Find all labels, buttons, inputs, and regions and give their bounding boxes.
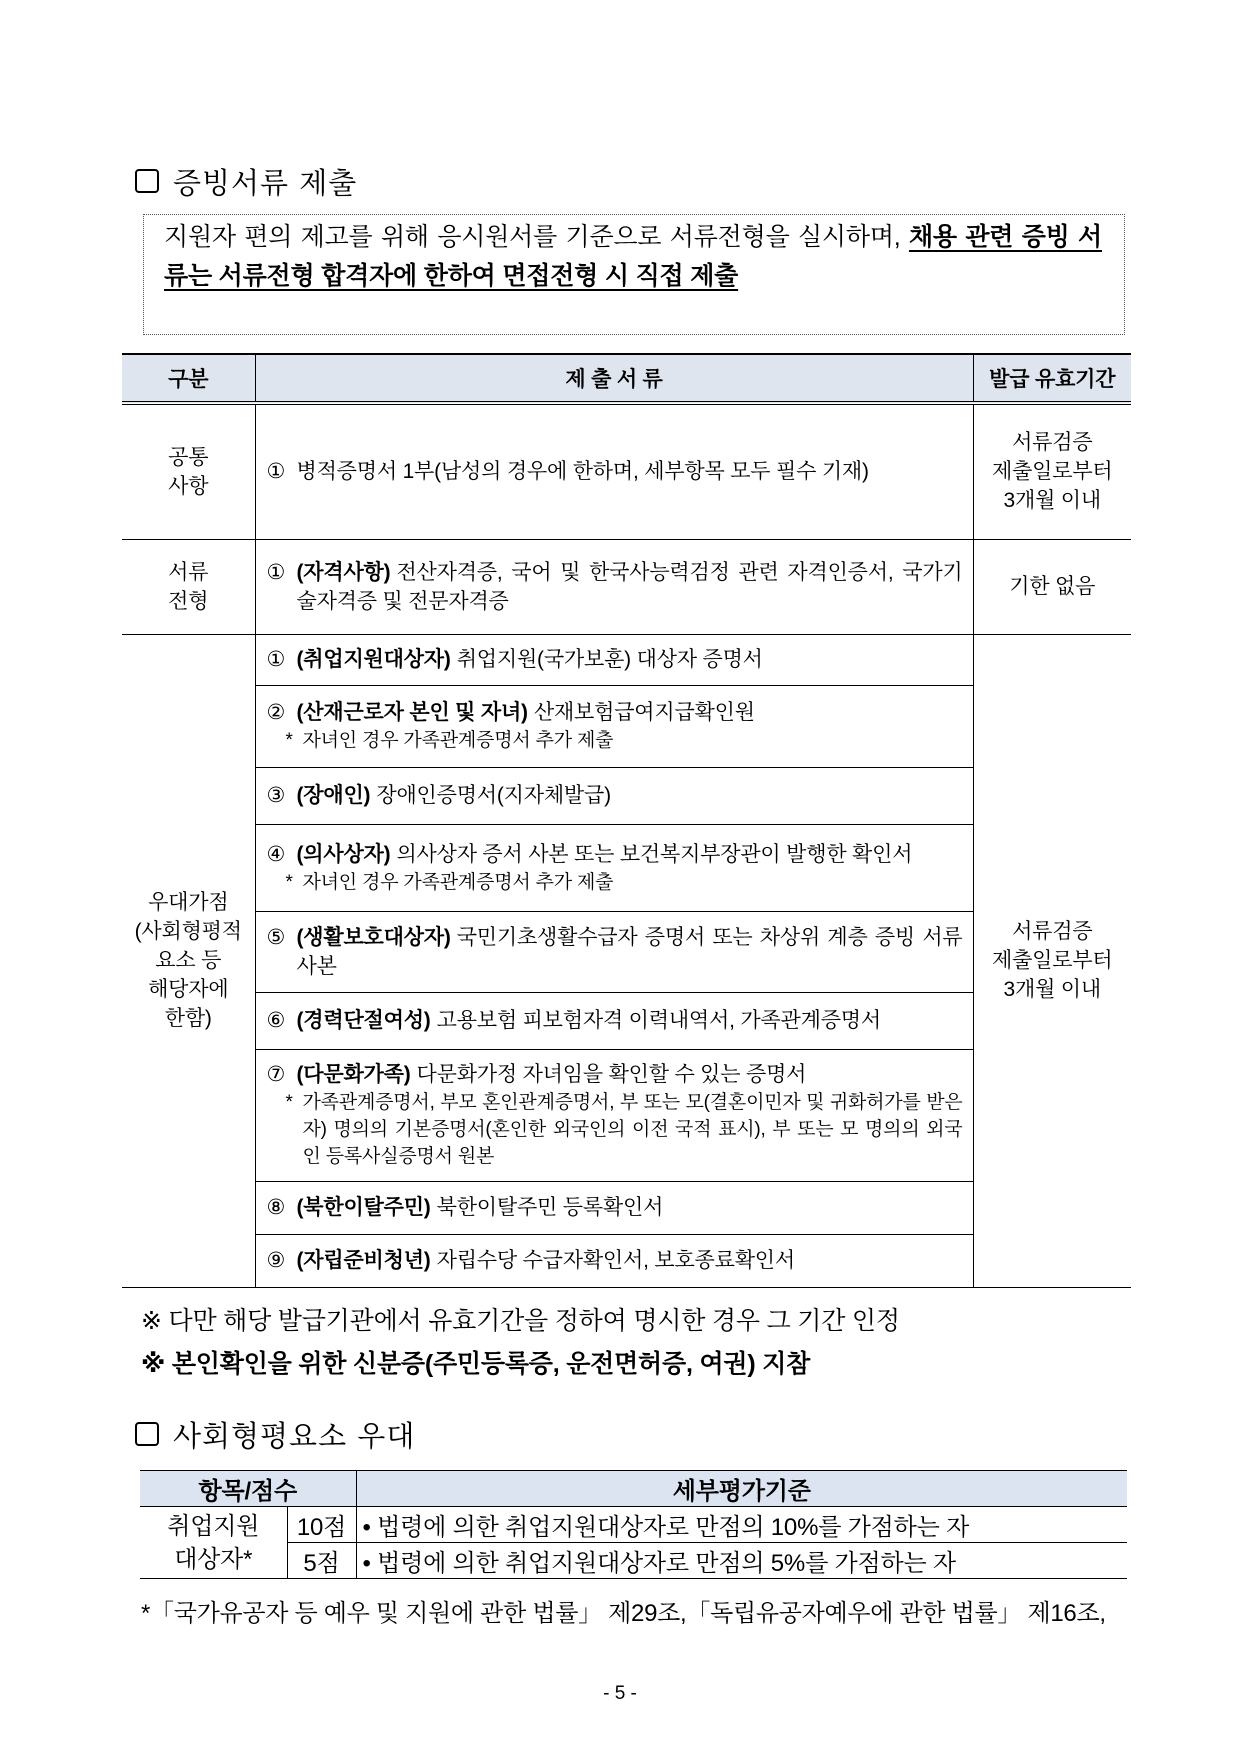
documents-cell xyxy=(255,911,973,992)
section-heading-text: 증빙서류 제출 xyxy=(173,165,358,200)
item-label: (장애인) xyxy=(296,784,371,807)
item-number: ⑤ xyxy=(266,925,286,949)
document-item xyxy=(267,1193,963,1222)
intro-box xyxy=(143,214,1125,335)
header-validity: 발급 유효기간 xyxy=(973,354,1131,403)
validity-line: 서류검증 xyxy=(1012,920,1093,943)
section-heading-social-equity xyxy=(135,1416,415,1452)
note-text: 자녀인 경우 가족관계증명서 추가 제출 xyxy=(302,871,614,893)
square-bullet-icon xyxy=(135,169,159,193)
item-text: 의사상자 증서 사본 또는 보건복지부장관이 발행한 확인서 xyxy=(396,842,913,866)
item-number: ③ xyxy=(266,784,286,807)
category-cell xyxy=(122,539,255,634)
note-mark: * xyxy=(285,1092,293,1113)
document-item xyxy=(267,781,963,810)
validity-line: 기한 없음 xyxy=(1009,575,1096,598)
category-line: 요소 등 xyxy=(155,949,222,972)
score-cell: 10점 xyxy=(287,1507,356,1543)
document-item xyxy=(267,1060,963,1089)
item-text: 자립수당 수급자확인서, 보호종료확인서 xyxy=(436,1249,795,1272)
documents-cell xyxy=(255,1181,973,1234)
note-mark: * xyxy=(285,730,293,751)
documents-cell xyxy=(255,539,973,634)
validity-cell xyxy=(973,539,1131,634)
document-item xyxy=(267,1246,963,1275)
validity-line: 서류검증 xyxy=(1012,431,1093,455)
item-text: 장애인증명서(지자체발급) xyxy=(376,784,611,807)
item-label: (북한이탈주민) xyxy=(296,1196,431,1219)
category-cell xyxy=(122,403,255,539)
criteria-cell: • 법령에 의한 취업지원대상자로 만점의 5%를 가점하는 자 xyxy=(362,1550,956,1577)
category-line: 한함) xyxy=(164,1007,212,1030)
item-label: (자립준비청년) xyxy=(296,1249,431,1272)
item-note xyxy=(267,1089,963,1170)
documents-cell xyxy=(255,403,973,539)
header-documents: 제 출 서 류 xyxy=(255,354,973,403)
document-item xyxy=(267,1006,963,1035)
item-note xyxy=(267,727,963,754)
item-text: 고용보험 피보험자격 이력내역서, 가족관계증명서 xyxy=(436,1009,881,1032)
footnote: *「국가유공자 등 예우 및 지원에 관한 법률」 제29조,「독립유공자예우에 관한 법률」 제16조, xyxy=(141,1600,1106,1627)
category-line: 대상자* xyxy=(174,1545,253,1573)
documents-table xyxy=(122,353,1131,1288)
social-equity-table xyxy=(140,1470,1127,1579)
table-row-common xyxy=(122,403,1131,539)
table-row-bonus xyxy=(122,634,1131,685)
header-category: 구분 xyxy=(122,354,255,403)
category-line: 취업지원 xyxy=(167,1512,260,1540)
item-number: ① xyxy=(266,560,286,584)
table-row-screening xyxy=(122,539,1131,634)
category-line: (사회형평적 xyxy=(134,920,242,943)
validity-line: 3개월 이내 xyxy=(1003,978,1101,1001)
item-label: (경력단절여성) xyxy=(296,1009,431,1032)
item-number: ④ xyxy=(266,842,286,866)
validity-cell xyxy=(973,634,1131,1287)
item-text: 다문화가정 자녀임을 확인할 수 있는 증명서 xyxy=(416,1063,807,1086)
documents-cell xyxy=(255,1049,973,1181)
item-label: (생활보호대상자) xyxy=(296,925,451,949)
note-text: 가족관계증명서, 부모 혼인관계증명서, 부 또는 모(결혼이민자 및 귀화허가를 받은 자) 명의의 기본증명서(혼인한 외국인의 이전 국적 표시), 부 또는 모 명의의 외국인 등록사실증명서 원본 xyxy=(302,1092,963,1167)
item-number: ① xyxy=(266,648,286,671)
item-label: (다문화가족) xyxy=(296,1063,411,1086)
item-text: 취업지원(국가보훈) 대상자 증명서 xyxy=(456,648,763,671)
documents-cell xyxy=(255,767,973,824)
section-heading-text: 사회형평요소 우대 xyxy=(173,1418,416,1453)
item-label: (의사상자) xyxy=(296,842,391,866)
item-label: (자격사항) xyxy=(296,560,391,584)
validity-note: ※ 다만 해당 발급기관에서 유효기간을 정하여 명시한 경우 그 기간 인정 xyxy=(141,1307,900,1335)
header-item-score: 항목/점수 xyxy=(140,1471,356,1507)
documents-cell xyxy=(255,634,973,685)
intro-emphasis: 채용 관련 증빙 서류는 서류전형 합격자에 한하여 면접전형 시 직접 제출 xyxy=(164,223,1102,290)
score-cell: 5점 xyxy=(287,1543,356,1579)
document-item xyxy=(267,645,963,674)
note-text: 자녀인 경우 가족관계증명서 추가 제출 xyxy=(302,730,614,751)
item-number: ⑦ xyxy=(266,1063,286,1086)
item-text: 국민기초생활수급자 증명서 또는 차상위 계층 증빙 서류 사본 xyxy=(296,925,963,978)
square-bullet-icon xyxy=(135,1422,159,1446)
documents-cell xyxy=(255,824,973,911)
category-line: 우대가점 xyxy=(148,891,229,914)
table-header-row xyxy=(122,354,1131,403)
item-label: (취업지원대상자) xyxy=(296,648,451,671)
item-text: 병적증명서 1부(남성의 경우에 한하며, 세부항목 모두 필수 기재) xyxy=(296,460,869,484)
table-header-row xyxy=(140,1471,1127,1507)
item-number: ⑧ xyxy=(266,1196,286,1219)
note-mark: * xyxy=(285,871,293,893)
category-line: 해당자에 xyxy=(148,978,229,1001)
section-heading-documents xyxy=(135,163,357,199)
id-note: ※ 본인확인을 위한 신분증(주민등록증, 운전면허증, 여권) 지참 xyxy=(141,1350,811,1378)
documents-cell xyxy=(255,1234,973,1287)
document-item xyxy=(267,923,963,981)
document-item xyxy=(267,698,963,727)
category-line: 사항 xyxy=(168,474,209,498)
item-text: 전산자격증, 국어 및 한국사능력검정 관련 자격인증서, 국가기술자격증 및 전문자격증 xyxy=(296,560,963,613)
criteria-cell: • 법령에 의한 취업지원대상자로 만점의 10%를 가점하는 자 xyxy=(356,1507,1127,1543)
document-item xyxy=(267,558,963,616)
item-label: (산재근로자 본인 및 자녀) xyxy=(296,701,528,724)
category-line: 전형 xyxy=(168,589,209,613)
documents-cell xyxy=(255,685,973,767)
item-number: ① xyxy=(266,460,286,484)
category-cell xyxy=(122,634,255,1287)
documents-cell xyxy=(255,992,973,1049)
table-row xyxy=(140,1543,1127,1579)
header-criteria: 세부평가기준 xyxy=(356,1471,1127,1507)
item-number: ② xyxy=(266,701,286,724)
page-number: - 5 - xyxy=(603,1683,637,1704)
category-cell xyxy=(140,1507,287,1579)
intro-text: 지원자 편의 제고를 위해 응시원서를 기준으로 서류전형을 실시하며, xyxy=(164,223,909,251)
document-item xyxy=(267,840,963,869)
item-number: ⑨ xyxy=(266,1249,286,1272)
validity-line: 3개월 이내 xyxy=(1003,489,1101,513)
table-row xyxy=(140,1507,1127,1543)
validity-line: 제출일로부터 xyxy=(991,949,1113,972)
category-line: 서류 xyxy=(168,560,209,584)
item-text: 북한이탈주민 등록확인서 xyxy=(436,1196,664,1219)
item-number: ⑥ xyxy=(266,1009,286,1032)
validity-cell xyxy=(973,403,1131,539)
item-note xyxy=(267,869,963,896)
category-line: 공통 xyxy=(168,445,209,469)
item-text: 산재보험급여지급확인원 xyxy=(533,701,755,724)
validity-line: 제출일로부터 xyxy=(991,460,1113,484)
document-item xyxy=(267,457,963,486)
